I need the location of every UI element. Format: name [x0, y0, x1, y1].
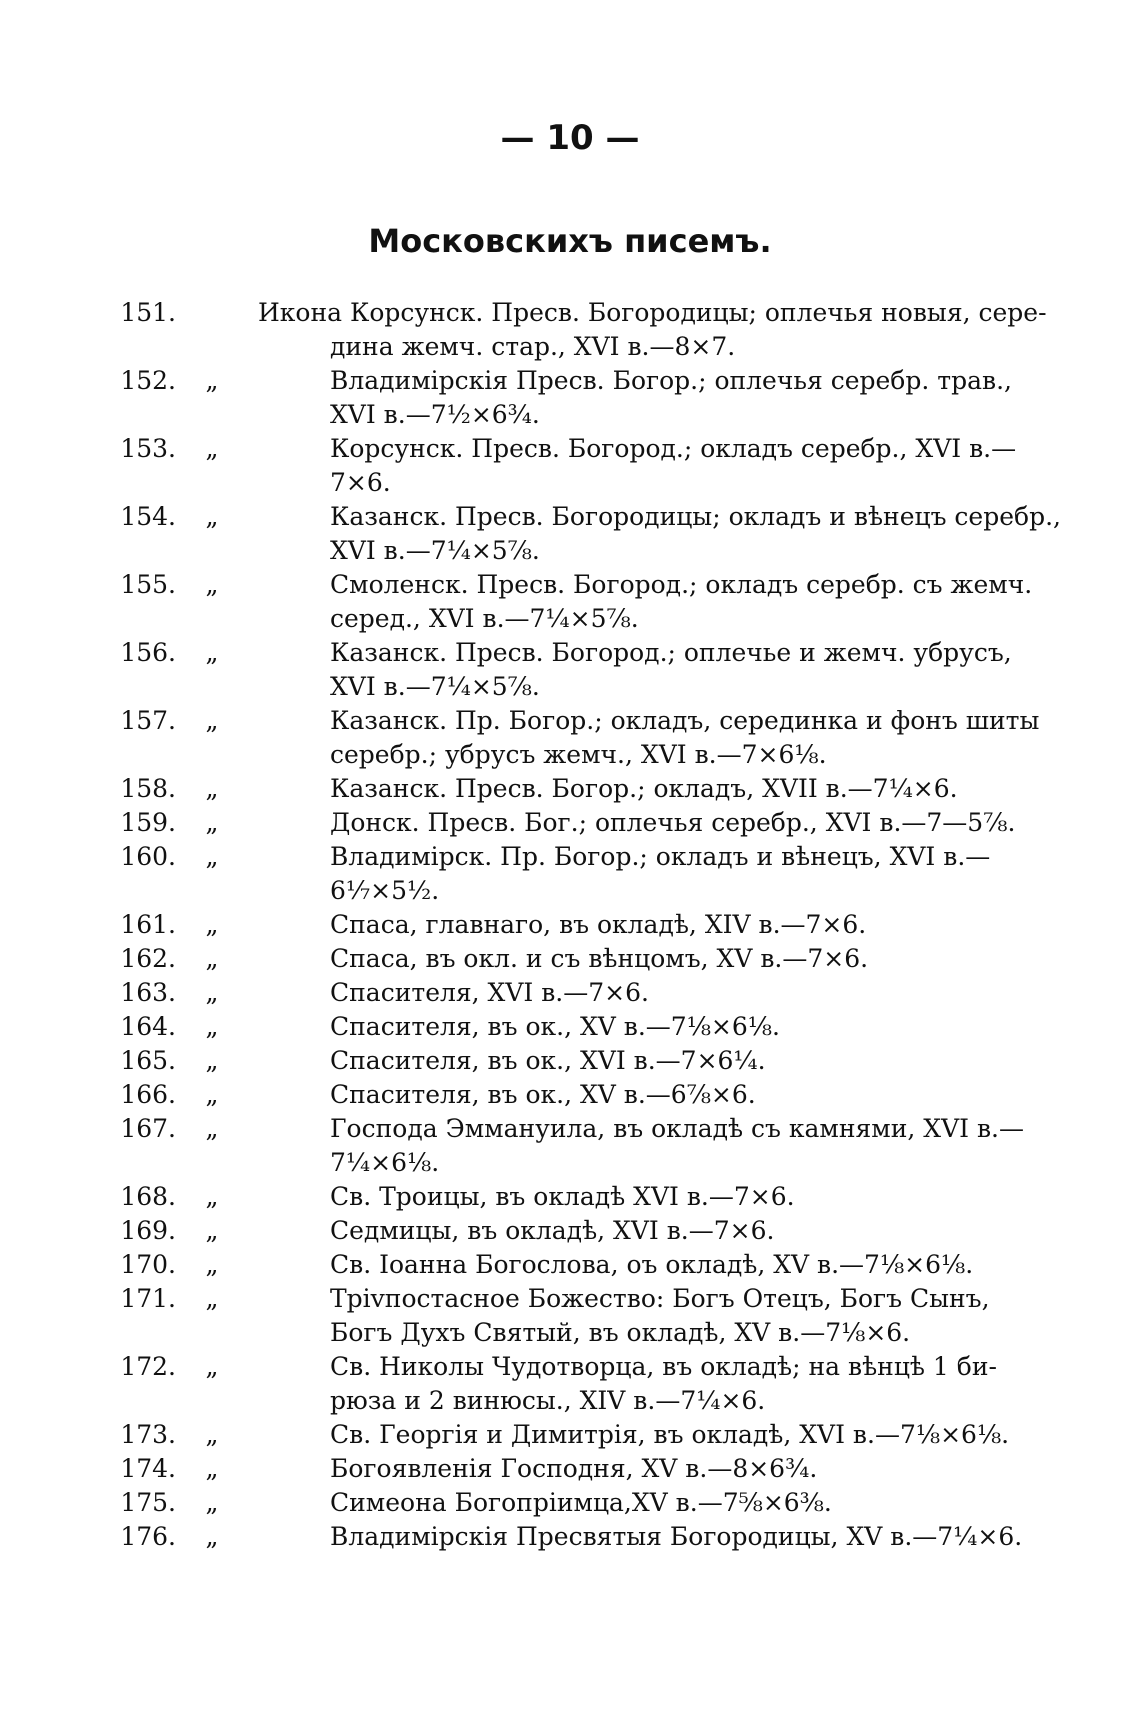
catalog-entry	[0, 1248, 1140, 1282]
ditto-mark: „	[205, 366, 219, 395]
entry-text: Спасителя, въ ок., XV в.—6⅞×6.	[330, 1080, 756, 1109]
catalog-entry	[0, 296, 1140, 364]
entry-text: Донск. Пресв. Бог.; оплечья серебр., XVI в.—7—5⅞.	[330, 808, 1016, 837]
entry-number: 160.	[120, 842, 176, 871]
catalog-entry	[0, 1350, 1140, 1418]
entry-number: 172.	[120, 1352, 176, 1381]
catalog-entries	[0, 296, 1140, 1554]
entry-text: Господа Эммануила, въ окладѣ съ камнями, XVI в.—	[330, 1114, 1024, 1143]
entry-text: Тріvпостасное Божество: Богъ Отецъ, Богъ Сынъ,	[330, 1284, 990, 1313]
entry-number: 159.	[120, 808, 176, 837]
ditto-mark: „	[205, 706, 219, 735]
ditto-mark: „	[205, 774, 219, 803]
entry-continuation: XVI в.—7¼×5⅞.	[330, 672, 540, 701]
entry-number: 174.	[120, 1454, 176, 1483]
entry-text: Спаса, главнаго, въ окладѣ, XIV в.—7×6.	[330, 910, 867, 939]
entry-continuation: 7¼×6⅛.	[330, 1148, 440, 1177]
entry-text: Владимірск. Пр. Богор.; окладъ и вѣнецъ, XVI в.—	[330, 842, 991, 871]
catalog-entry	[0, 1112, 1140, 1180]
entry-continuation: XVI в.—7½×6¾.	[330, 400, 540, 429]
entry-number: 166.	[120, 1080, 176, 1109]
entry-text: Корсунск. Пресв. Богород.; окладъ серебр., XVI в.—	[330, 434, 1017, 463]
entry-number: 152.	[120, 366, 176, 395]
entry-text: Спаса, въ окл. и съ вѣнцомъ, XV в.—7×6.	[330, 944, 869, 973]
entry-number: 171.	[120, 1284, 176, 1313]
entry-number: 168.	[120, 1182, 176, 1211]
page-number: — 10 —	[500, 118, 640, 158]
section-title: Московскихъ писемъ.	[368, 222, 772, 260]
ditto-mark: „	[205, 910, 219, 939]
entry-number: 157.	[120, 706, 176, 735]
catalog-entry	[0, 1520, 1140, 1554]
catalog-entry	[0, 704, 1140, 772]
ditto-mark: „	[205, 1250, 219, 1279]
entry-text: Спасителя, въ ок., XVI в.—7×6¼.	[330, 1046, 766, 1075]
catalog-entry	[0, 840, 1140, 908]
ditto-mark: „	[205, 1522, 219, 1551]
ditto-mark: „	[205, 1488, 219, 1517]
entry-number: 162.	[120, 944, 176, 973]
ditto-mark: „	[205, 1454, 219, 1483]
ditto-mark: „	[205, 1182, 219, 1211]
entry-text: Спасителя, XVI в.—7×6.	[330, 978, 649, 1007]
entry-number: 165.	[120, 1046, 176, 1075]
entry-number: 154.	[120, 502, 176, 531]
entry-number: 170.	[120, 1250, 176, 1279]
entry-text: Казанск. Пресв. Богород.; оплечье и жемч. убрусъ,	[330, 638, 1012, 667]
ditto-mark: „	[205, 1352, 219, 1381]
ditto-mark: „	[205, 1420, 219, 1449]
catalog-entry	[0, 908, 1140, 942]
entry-continuation: XVI в.—7¼×5⅞.	[330, 536, 540, 565]
ditto-mark: „	[205, 570, 219, 599]
entry-continuation: серебр.; убрусъ жемч., XVI в.—7×6⅛.	[330, 740, 827, 769]
entry-text: Св. Іоанна Богослова, оъ окладѣ, XV в.—7⅛×6⅛.	[330, 1250, 974, 1279]
ditto-mark: „	[205, 1080, 219, 1109]
entry-number: 175.	[120, 1488, 176, 1517]
entry-number: 155.	[120, 570, 176, 599]
ditto-mark: „	[205, 1284, 219, 1313]
entry-text: Владимірскія Пресвятыя Богородицы, XV в.—7¼×6.	[330, 1522, 1023, 1551]
catalog-entry	[0, 636, 1140, 704]
ditto-mark: „	[205, 1012, 219, 1041]
entry-text: Св. Троицы, въ окладѣ XVI в.—7×6.	[330, 1182, 795, 1211]
catalog-entry	[0, 568, 1140, 636]
entry-number: 164.	[120, 1012, 176, 1041]
ditto-mark: „	[205, 1046, 219, 1075]
entry-number: 158.	[120, 774, 176, 803]
catalog-entry	[0, 500, 1140, 568]
entry-text: Смоленск. Пресв. Богород.; окладъ серебр. съ жемч.	[330, 570, 1033, 599]
entry-number: 151.	[120, 298, 176, 327]
entry-continuation: Богъ Духъ Святый, въ окладѣ, XV в.—7⅛×6.	[330, 1318, 911, 1347]
entry-number: 163.	[120, 978, 176, 1007]
ditto-mark: „	[205, 944, 219, 973]
catalog-entry	[0, 1010, 1140, 1044]
entry-number: 173.	[120, 1420, 176, 1449]
catalog-entry	[0, 1486, 1140, 1520]
catalog-entry	[0, 772, 1140, 806]
catalog-entry	[0, 432, 1140, 500]
catalog-entry	[0, 1180, 1140, 1214]
catalog-entry	[0, 1418, 1140, 1452]
entry-text: Седмицы, въ окладѣ, XVI в.—7×6.	[330, 1216, 775, 1245]
entry-text: Спасителя, въ ок., XV в.—7⅛×6⅛.	[330, 1012, 780, 1041]
ditto-mark: „	[205, 1216, 219, 1245]
catalog-entry	[0, 1078, 1140, 1112]
entry-text: Казанск. Пр. Богор.; окладъ, серединка и фонъ шиты	[330, 706, 1040, 735]
catalog-entry	[0, 1214, 1140, 1248]
entry-text: Владимірскія Пресв. Богор.; оплечья серебр. трав.,	[330, 366, 1012, 395]
entry-continuation: рюза и 2 винюсы., XIV в.—7¼×6.	[330, 1386, 766, 1415]
ditto-mark: „	[205, 502, 219, 531]
catalog-entry	[0, 942, 1140, 976]
entry-text: Богоявленія Господня, XV в.—8×6¾.	[330, 1454, 818, 1483]
entry-number: 167.	[120, 1114, 176, 1143]
entry-continuation: серед., XVI в.—7¼×5⅞.	[330, 604, 639, 633]
entry-text: Икона Корсунск. Пресв. Богородицы; оплечья новыя, сере-	[258, 298, 1047, 327]
entry-number: 176.	[120, 1522, 176, 1551]
ditto-mark: „	[205, 1114, 219, 1143]
catalog-entry	[0, 976, 1140, 1010]
ditto-mark: „	[205, 978, 219, 1007]
catalog-entry	[0, 1044, 1140, 1078]
ditto-mark: „	[205, 808, 219, 837]
ditto-mark: „	[205, 842, 219, 871]
entry-text: Казанск. Пресв. Богородицы; окладъ и вѣнецъ серебр.,	[330, 502, 1061, 531]
entry-continuation: 6⅐×5½.	[330, 876, 440, 905]
catalog-entry	[0, 1282, 1140, 1350]
entry-text: Св. Николы Чудотворца, въ окладѣ; на вѣнцѣ 1 би-	[330, 1352, 997, 1381]
entry-number: 161.	[120, 910, 176, 939]
catalog-entry	[0, 364, 1140, 432]
ditto-mark: „	[205, 434, 219, 463]
entry-number: 153.	[120, 434, 176, 463]
catalog-entry	[0, 806, 1140, 840]
entry-text: Казанск. Пресв. Богор.; окладъ, XVII в.—7¼×6.	[330, 774, 958, 803]
entry-continuation: 7×6.	[330, 468, 391, 497]
entry-text: Симеона Богопріимца,XV в.—7⅝×6⅜.	[330, 1488, 832, 1517]
entry-number: 156.	[120, 638, 176, 667]
entry-continuation: дина жемч. стар., XVI в.—8×7.	[330, 332, 736, 361]
entry-number: 169.	[120, 1216, 176, 1245]
ditto-mark: „	[205, 638, 219, 667]
entry-text: Св. Георгія и Димитрія, въ окладѣ, XVI в.—7⅛×6⅛.	[330, 1420, 1010, 1449]
catalog-entry	[0, 1452, 1140, 1486]
